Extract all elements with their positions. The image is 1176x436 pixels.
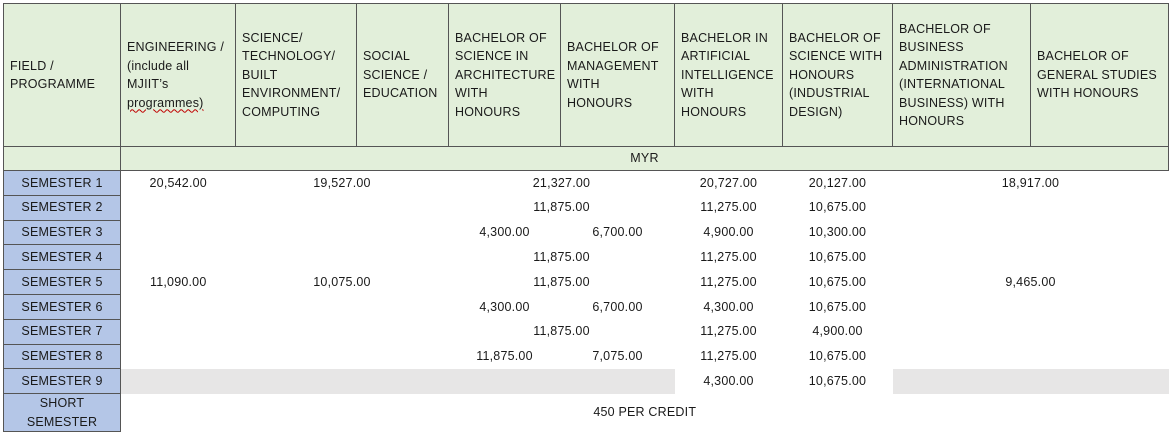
- semester-label: SEMESTER 8: [4, 344, 121, 369]
- header-social-science: SOCIAL SCIENCE / EDUCATION: [357, 4, 449, 147]
- shaded-empty-cell: [121, 369, 675, 394]
- fee-cell: 9,465.00: [1005, 274, 1056, 289]
- table-row: [4, 270, 1169, 295]
- fee-cell: 4,900.00: [812, 324, 863, 339]
- table-row: [4, 294, 1169, 319]
- fee-cell: 10,675.00: [808, 299, 867, 314]
- header-business-admin: BACHELOR OF BUSINESS ADMINISTRATION (INTERNATIONAL BUSINESS) WITH HONOURS: [893, 4, 1031, 147]
- header-field-programme: FIELD / PROGRAMME: [4, 4, 121, 147]
- semester-label: SEMESTER 6: [4, 294, 121, 319]
- fee-cell: 19,527.00: [313, 175, 371, 190]
- currency-label: MYR: [121, 147, 1169, 171]
- semester-label: SHORT SEMESTER: [4, 394, 121, 432]
- fee-cell: 11,875.00: [533, 274, 590, 289]
- table-row-short-semester: [4, 394, 1169, 432]
- fee-cell: 4,300.00: [479, 225, 530, 240]
- header-row: [4, 4, 1169, 147]
- currency-blank: [4, 147, 121, 171]
- fee-cell: 20,542.00: [149, 175, 207, 190]
- fee-cell: 10,675.00: [808, 250, 867, 265]
- fee-cell: 11,875.00: [533, 200, 590, 215]
- fee-cell: 4,900.00: [703, 225, 754, 240]
- fee-cell: 11,875.00: [533, 250, 590, 265]
- fee-cell: 20,727.00: [699, 175, 758, 190]
- header-management: BACHELOR OF MANAGEMENT WITH HONOURS: [561, 4, 675, 147]
- header-ai: BACHELOR IN ARTIFICIAL INTELLIGENCE WITH HONOURS: [675, 4, 783, 147]
- fee-cell: 10,675.00: [808, 200, 867, 215]
- fee-cell: 10,300.00: [808, 225, 867, 240]
- table-row: [4, 319, 1169, 344]
- header-industrial-design: BACHELOR OF SCIENCE WITH HONOURS (INDUSTRIAL DESIGN): [783, 4, 893, 147]
- semester-label: SEMESTER 3: [4, 220, 121, 245]
- fee-cell: 10,675.00: [808, 274, 867, 289]
- table-row: [4, 171, 1169, 196]
- fee-cell: 4,300.00: [479, 299, 530, 314]
- shaded-empty-cell: [893, 369, 1169, 394]
- currency-row: [4, 147, 1169, 171]
- table-row: [4, 344, 1169, 369]
- fee-cell: 6,700.00: [592, 299, 643, 314]
- short-semester-fee: 450 PER CREDIT: [593, 405, 697, 420]
- header-general-studies: BACHELOR OF GENERAL STUDIES WITH HONOURS: [1031, 4, 1169, 147]
- fee-cell: 10,075.00: [313, 274, 371, 289]
- fee-cell: 11,875.00: [533, 324, 590, 339]
- fee-cell: 11,275.00: [700, 349, 757, 364]
- table-row: [4, 220, 1169, 245]
- fee-cell: 6,700.00: [592, 225, 643, 240]
- semester-label: SEMESTER 5: [4, 270, 121, 295]
- fee-cell: 11,090.00: [150, 274, 207, 289]
- semester-label: SEMESTER 9: [4, 369, 121, 394]
- fee-cell: 11,275.00: [700, 324, 757, 339]
- fee-cell: 18,917.00: [1001, 175, 1060, 190]
- semester-label: SEMESTER 4: [4, 245, 121, 270]
- fee-cell: 20,127.00: [808, 175, 867, 190]
- header-engineering: ENGINEERING / (include all MJIIT’s programmes): [121, 4, 236, 147]
- table-row: [4, 369, 1169, 394]
- semester-label: SEMESTER 1: [4, 171, 121, 196]
- header-science: SCIENCE/ TECHNOLOGY/ BUILT ENVIRONMENT/ COMPUTING: [236, 4, 357, 147]
- fee-cell: 10,675.00: [808, 374, 867, 389]
- header-architecture: BACHELOR OF SCIENCE IN ARCHITECTURE WITH HONOURS: [449, 4, 561, 147]
- semester-label: SEMESTER 7: [4, 319, 121, 344]
- fee-cell: 4,300.00: [703, 374, 754, 389]
- fee-cell: 10,675.00: [808, 349, 867, 364]
- table-row: [4, 195, 1169, 220]
- fee-cell: 11,875.00: [476, 349, 533, 364]
- table-row: [4, 245, 1169, 270]
- fee-cell: 7,075.00: [592, 349, 643, 364]
- fee-cell: 21,327.00: [532, 175, 591, 190]
- fee-cell: 11,275.00: [700, 250, 757, 265]
- fee-cell: 11,275.00: [700, 274, 757, 289]
- fee-cell: 11,275.00: [700, 200, 757, 215]
- fee-cell: 4,300.00: [703, 299, 754, 314]
- semester-label: SEMESTER 2: [4, 195, 121, 220]
- fee-table: [3, 3, 1169, 432]
